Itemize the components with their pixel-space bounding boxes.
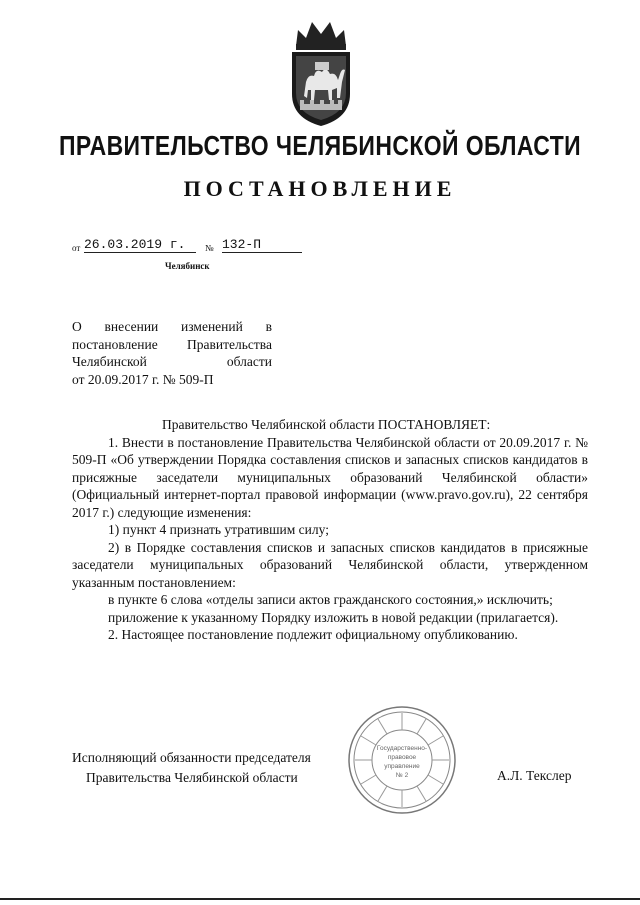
official-seal-stamp-icon [346, 704, 458, 816]
signer-position: Исполняющий обязанности председателя [72, 750, 311, 765]
government-title: ПРАВИТЕЛЬСТВО ЧЕЛЯБИНСКОЙ ОБЛАСТИ [58, 130, 582, 161]
subject-line: постановление Правительства [72, 336, 272, 352]
signer-name: А.Л. Текслер [497, 768, 572, 783]
bottom-scan-border [0, 898, 640, 900]
svg-text:управление: управление [384, 763, 420, 770]
paragraph-2: 2. Настоящее постановление подлежит официальному опубликованию. [108, 627, 518, 642]
document-meta [72, 237, 312, 254]
chelyabinsk-coat-of-arms-icon [282, 12, 360, 130]
svg-text:Государственно-: Государственно- [376, 745, 428, 752]
city-label: Челябинск [165, 261, 210, 271]
document-body [72, 416, 588, 644]
paragraph-1-2b: приложение к указанному Порядку изложить в новой редакции (прилагается). [108, 609, 559, 625]
document-subject [72, 318, 272, 388]
paragraph-1-2: 2) в Порядке составления списков и запасных списков кандидатов в присяжные заседатели муниципальных образований Челябинской области, утвержденном указанным постановлением: [72, 539, 588, 590]
signature-block [72, 748, 311, 788]
svg-text:№ 2: № 2 [395, 772, 409, 779]
document-date: 26.03.2019 г. [84, 237, 196, 253]
subject-line: от 20.09.2017 г. № 509-П [72, 371, 214, 387]
svg-text:правовое: правовое [387, 754, 417, 761]
paragraph-1-1: 1) пункт 4 признать утратившим силу; [108, 522, 329, 537]
preamble: Правительство Челябинской области ПОСТАНОВЛЯЕТ: [162, 417, 491, 432]
document-type-title: ПОСТАНОВЛЕНИЕ [183, 176, 457, 201]
document-number: 132-П [222, 237, 302, 253]
date-label: от [72, 243, 81, 253]
signer-position: Правительства Челябинской области [86, 770, 298, 785]
subject-line: Челябинской области [72, 354, 272, 369]
paragraph-1: 1. Внести в постановление Правительства Челябинской области от 20.09.2017 г. № 509-П «Об утверждении Порядка составления списков и запасных списков кандидатов в присяжные заседатели муниципальных образований Челябинской области» (Официальный интернет-портал правовой информации (www.pravo.gov.ru), 22 сентября 2017 г.) следующие изменения: [72, 434, 588, 520]
subject-line: О внесении изменений в [72, 319, 272, 334]
paragraph-1-2a: в пункте 6 слова «отделы записи актов гражданского состояния,» исключить; [108, 592, 553, 607]
number-label: № [205, 243, 214, 253]
